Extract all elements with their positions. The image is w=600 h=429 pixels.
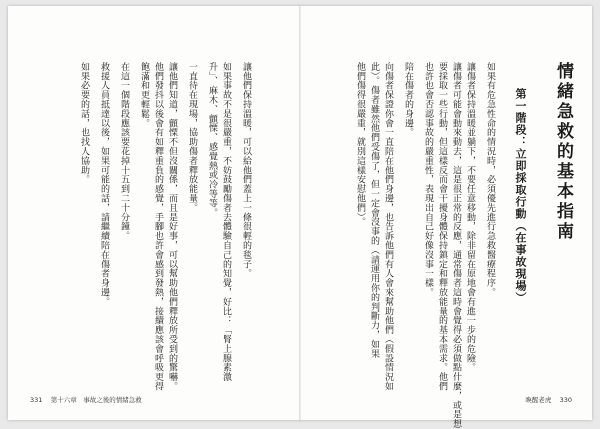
paragraph-line: 他們傷得很嚴重，就別這樣安慰他們）。 <box>355 62 365 227</box>
paragraph-line: 在這一個階段應該要花掉十五到二十分鐘。 <box>119 62 129 241</box>
paragraph-line: 讓傷者保持溫暖並躺下，不要任意移動，除非留在原地會有進一步的危險。 <box>465 62 475 373</box>
page-gutter <box>299 6 301 420</box>
paragraph-line: 向傷者保證你會一直陪在他們身邊，也告訴他們有人會來幫助他們（假設情況如 <box>383 62 393 391</box>
page-number: 330 <box>559 396 572 404</box>
paragraph-line: 如果有危急性命的情況時，必須優先進行急救醫療程序。 <box>485 62 495 297</box>
paragraph-line: 救援人員抵達以後，如果可能的話，請繼續陪在傷者身邊。 <box>99 62 109 307</box>
running-head: 第十六章 事故之後的情緒急救 <box>50 396 142 404</box>
paragraph-line: 陪在傷者的身邊。 <box>403 62 413 138</box>
paragraph-line: 如果事故不是很嚴重，不妨鼓勵傷者去體驗自己的知覺，好比：「腎上腺素激 <box>221 62 231 382</box>
paragraph-line: 要採取一些行動，但這樣反而會干擾身體保持鎮定和釋放能量的基本需求。他們 <box>437 62 447 391</box>
page-number: 331 <box>30 396 43 404</box>
paragraph-line: 如果必要的話，也找人協助。 <box>79 62 89 185</box>
paragraph-line: 一直待在現場，協助傷者釋放能量。 <box>187 62 197 213</box>
left-page-footer <box>30 395 142 404</box>
paragraph-line: 他們發抖以後會有如釋重負的感覺，手腳也許會感到發熱，接續應該會呼吸更得 <box>153 62 163 391</box>
paragraph-line: 讓他們保持溫暖，可以給他們蓋上一條很輕的毯子。 <box>241 62 251 279</box>
paragraph-line: 讓傷者可能會動來動去，這是很正常的反應，通常傷者這時會覺得必須做點什麼，或是想 <box>451 62 461 429</box>
paragraph-line: 此）。傷者雖然他們受傷了，但一定會沒事的（請運用你的判斷力，如果 <box>369 62 379 359</box>
running-head: 喚醒老虎 <box>525 396 552 404</box>
paragraph-line: 讓他們知道，顫慄不但沒關係，而且是好事，可以幫助他們釋放所受到的驚嚇。 <box>167 62 177 391</box>
paragraph-line: 也許也會否認事故的嚴重性，表現出自己好像沒事一樣。 <box>423 62 433 297</box>
book-spread <box>8 6 592 429</box>
right-page-footer <box>525 395 572 404</box>
chapter-section-title: 情緒急救的基本指南 <box>553 62 573 242</box>
paragraph-line: 升」、麻木、顫慄、感覺熱或冷等等。 <box>207 62 217 218</box>
paragraph-line: 飽滿和更輕鬆。 <box>139 62 149 128</box>
stage-heading: 第一階段：立即採取行動（在事故現場） <box>514 88 527 304</box>
